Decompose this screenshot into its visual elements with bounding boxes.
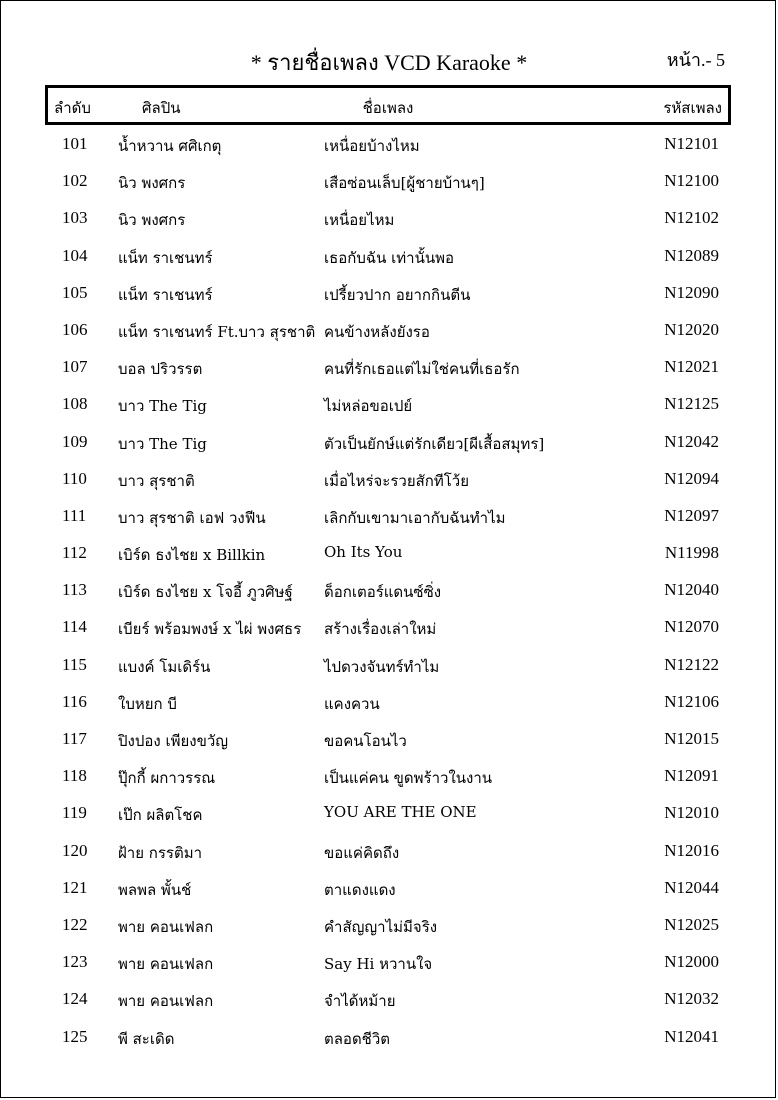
table-row [1, 349, 777, 386]
song-title: เหนื่อยบ้างไหม [324, 137, 420, 155]
song-code: N12021 [664, 357, 719, 377]
song-number: 121 [62, 877, 88, 897]
table-row [1, 535, 777, 572]
song-title: ไม่หล่อขอเปย์ [324, 397, 413, 416]
song-number: 125 [62, 1026, 88, 1046]
song-code: N12032 [664, 989, 719, 1009]
song-code: N12091 [664, 766, 719, 786]
song-number: 109 [62, 431, 88, 451]
table-header [45, 85, 731, 125]
artist-name: นิว พงศกร [118, 211, 186, 230]
song-code: N11998 [664, 543, 719, 563]
song-number: 124 [62, 989, 88, 1009]
table-row [1, 647, 777, 684]
artist-name: เบิร์ด ธงไชย x โจอี้ ภูวศิษฐ์ [118, 583, 293, 602]
artist-name: เบิร์ด ธงไชย x Billkin [118, 546, 266, 565]
song-number: 104 [62, 245, 88, 265]
song-number: 117 [62, 729, 87, 748]
artist-name: พลพล พั้นช์ [118, 880, 192, 899]
song-code: N12041 [664, 1026, 719, 1046]
song-title: เป็นแค่คน ขูดพร้าวในงาน [324, 769, 493, 788]
song-list [1, 126, 777, 1056]
song-title: YOU ARE THE ONE [324, 803, 477, 822]
song-title: Oh Its You [324, 543, 403, 562]
song-number: 103 [62, 208, 88, 228]
song-title: เหนื่อยไหม [324, 211, 395, 230]
song-title: เสือซ่อนเล็บ[ผู้ชายบ้านๆ] [324, 174, 485, 193]
header-artist: ศิลปิน [142, 99, 181, 117]
table-row [1, 907, 777, 944]
table-row [1, 386, 777, 423]
song-code: N12040 [664, 580, 719, 600]
song-title: จำได้หม้าย [324, 992, 396, 1011]
table-row [1, 200, 777, 237]
table-row [1, 684, 777, 721]
song-code: N12094 [664, 468, 719, 488]
table-row [1, 461, 777, 498]
song-title: คนที่รักเธอแต่ไม่ใช่คนที่เธอรัก [324, 360, 520, 379]
artist-name: พาย คอนเฟลก [118, 955, 214, 974]
artist-name: ปิงปอง เพียงขวัญ [118, 732, 229, 750]
song-code: N12106 [664, 691, 719, 711]
song-code: N12097 [664, 505, 719, 525]
artist-name: แบงค์ โมเดิร์น [118, 657, 211, 676]
header-song: ชื่อเพลง [362, 99, 414, 117]
table-row [1, 424, 777, 461]
song-number: 101 [62, 134, 88, 153]
artist-name: แน็ท ราเชนทร์ [118, 285, 213, 304]
song-number: 106 [62, 319, 88, 339]
artist-name: พาย คอนเฟลก [118, 992, 214, 1011]
song-code: N12100 [664, 171, 719, 191]
song-title: ตัวเป็นยักษ์แต่รักเดียว[ผีเสื้อสมุทร] [324, 434, 545, 453]
song-title: ด็อกเตอร์แดนซ์ซิ่ง [324, 583, 442, 602]
song-number: 116 [62, 691, 87, 711]
song-number: 122 [62, 914, 88, 934]
song-number: 119 [62, 803, 87, 823]
artist-name: บาว The Tig [118, 397, 207, 416]
header-code: รหัสเพลง [663, 99, 722, 117]
table-row [1, 870, 777, 907]
artist-name: พี สะเดิด [118, 1029, 175, 1048]
artist-name: บาว The Tig [118, 434, 207, 453]
song-code: N12102 [664, 208, 719, 228]
artist-name: แน็ท ราเชนทร์ [118, 248, 213, 267]
song-title: คำสัญญาไม่มีจริง [324, 917, 438, 936]
artist-name: ใบหยก บี [118, 694, 177, 713]
artist-name: เป๊ก ผลิตโชค [118, 806, 203, 825]
song-code: N12090 [664, 282, 719, 302]
song-code: N12089 [664, 245, 719, 265]
table-row [1, 238, 777, 275]
document-title: * รายชื่อเพลง VCD Karaoke * [250, 50, 528, 75]
song-number: 123 [62, 952, 88, 972]
song-title: Say Hi หวานใจ [324, 955, 433, 974]
song-code: N12000 [664, 952, 719, 972]
song-code: N12025 [664, 914, 719, 934]
song-title: ขอคนโอนไว [324, 732, 407, 750]
song-title: เปรี้ยวปาก อยากกินตีน [324, 285, 471, 304]
song-number: 110 [62, 468, 87, 488]
song-code: N12010 [664, 803, 719, 823]
table-row [1, 572, 777, 609]
table-row [1, 126, 777, 163]
song-number: 105 [62, 282, 88, 302]
artist-name: บอล ปริวรรต [118, 360, 203, 379]
song-code: N12016 [664, 840, 719, 860]
song-number: 113 [62, 580, 87, 600]
song-number: 108 [62, 394, 88, 414]
song-title: เลิกกับเขามาเอากับฉันทำไม [324, 508, 506, 527]
artist-name: บาว สุรชาติ [118, 471, 195, 490]
header-number: ลำดับ [54, 99, 91, 117]
song-number: 118 [62, 766, 87, 786]
song-code: N12015 [664, 729, 719, 748]
song-title: สร้างเรื่องเล่าใหม่ [324, 620, 437, 639]
page-number: หน้า.- 5 [666, 50, 725, 70]
song-title: เธอกับฉัน เท่านั้นพอ [324, 248, 454, 267]
artist-name: บาว สุรชาติ เอฟ วงฟีน [118, 508, 266, 527]
song-title: คนข้างหลังยังรอ [324, 322, 430, 341]
artist-name: แน็ท ราเชนทร์ Ft.บาว สุรชาติ [118, 322, 316, 341]
song-number: 107 [62, 357, 88, 377]
song-code: N12122 [664, 654, 719, 674]
table-row [1, 795, 777, 832]
table-row [1, 758, 777, 795]
song-title: ไปดวงจันทร์ทำไม [324, 657, 440, 676]
artist-name: น้ำหวาน ศศิเกตุ [118, 137, 222, 155]
song-number: 102 [62, 171, 88, 191]
song-title: แคงควน [324, 694, 380, 713]
song-code: N12044 [664, 877, 719, 897]
table-row [1, 609, 777, 646]
artist-name: ปุ๊กกี้ ผกาวรรณ [118, 769, 216, 788]
table-row [1, 721, 777, 758]
song-code: N12042 [664, 431, 719, 451]
table-row [1, 944, 777, 981]
song-title: ขอแค่คิดถึง [324, 843, 400, 862]
song-number: 120 [62, 840, 88, 860]
table-row [1, 1019, 777, 1056]
song-number: 112 [62, 543, 87, 563]
artist-name: นิว พงศกร [118, 174, 186, 193]
song-code: N12070 [664, 617, 719, 637]
song-title: ตาแดงแดง [324, 880, 396, 899]
table-row [1, 163, 777, 200]
song-title: เมื่อไหร่จะรวยสักทีโว้ย [324, 471, 470, 490]
song-title: ตลอดชีวิต [324, 1029, 391, 1048]
artist-name: พาย คอนเฟลก [118, 917, 214, 936]
table-row [1, 275, 777, 312]
song-code: N12101 [664, 134, 719, 153]
table-row [1, 981, 777, 1018]
song-code: N12020 [664, 319, 719, 339]
artist-name: เบียร์ พร้อมพงษ์ x ไผ่ พงศธร [118, 620, 302, 639]
song-number: 115 [62, 654, 87, 674]
table-row [1, 833, 777, 870]
table-row [1, 312, 777, 349]
artist-name: ฝ้าย กรรติมา [118, 843, 203, 862]
song-code: N12125 [664, 394, 719, 414]
song-number: 111 [62, 505, 87, 525]
song-number: 114 [62, 617, 87, 637]
table-row [1, 498, 777, 535]
